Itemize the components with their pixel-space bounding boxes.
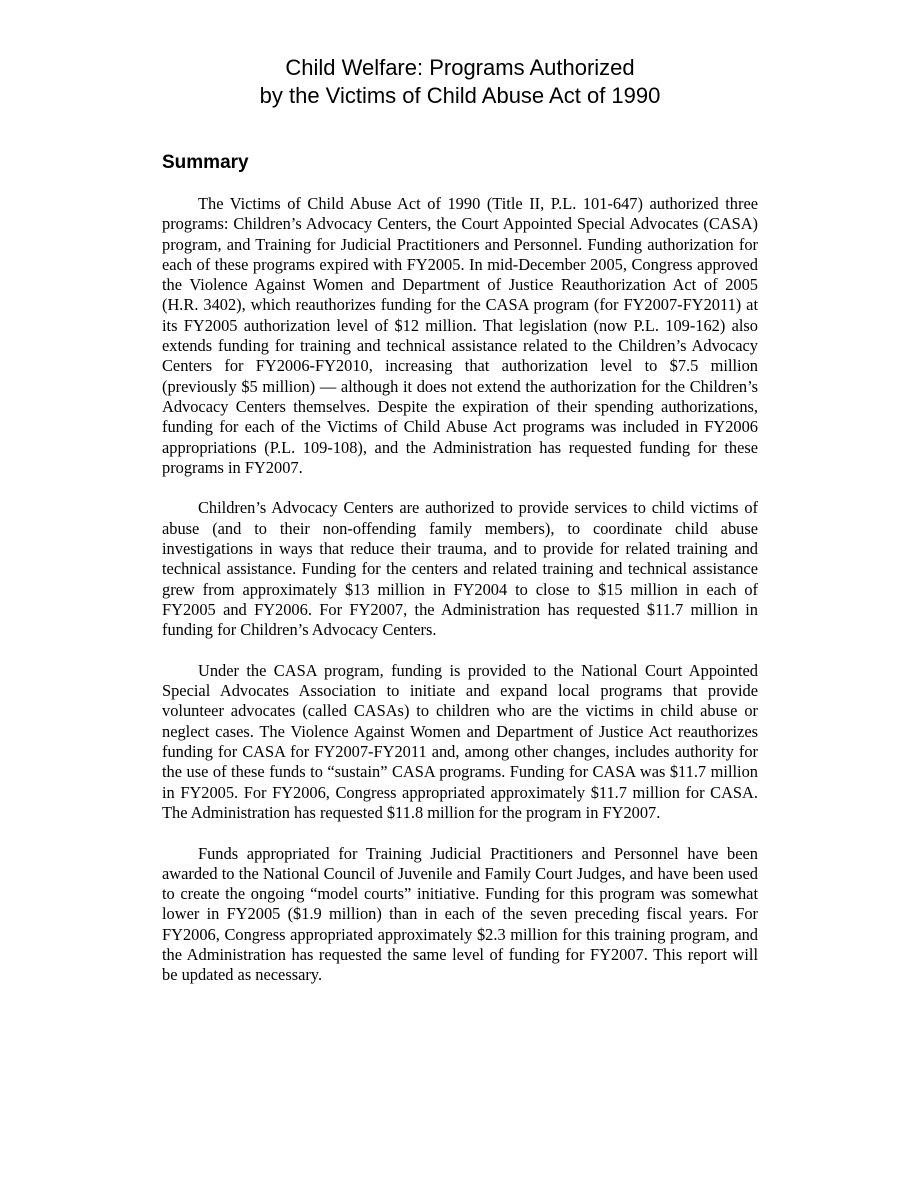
report-page [162, 54, 758, 1006]
summary-paragraph-training: Funds appropriated for Training Judicial Practitioners and Personnel have been awarded to the National Council of Juvenile and Family Court Judges, and have been used to create the ongoing “model courts” initiative. Funding for this program was somewhat lower in FY2005 ($1.9 million) than in each of the seven preceding fiscal years. For FY2006, Congress appropriated approximately $2.3 million for this training program, and the Administration has requested the same level of funding for FY2007. This report will be updated as necessary. [162, 843, 758, 985]
summary-paragraph-casa: Under the CASA program, funding is provided to the National Court Appointed Special Advocates Association to initiate and expand local programs that provide volunteer advocates (called CASAs) to children who are the victims in child abuse or neglect cases. The Violence Against Women and Department of Justice Act reauthorizes funding for CASA for FY2007-FY2011 and, among other changes, includes authority for the use of these funds to “sustain” CASA programs. Funding for CASA was $11.7 million in FY2005. For FY2006, Congress appropriated approximately $11.7 million for CASA. The Administration has requested $11.8 million for the program in FY2007. [162, 660, 758, 822]
report-title: Child Welfare: Programs Authorized by the Victims of Child Abuse Act of 1990 [259, 55, 661, 108]
summary-heading: Summary [162, 152, 249, 173]
summary-paragraph-advocacy-centers: Children’s Advocacy Centers are authorized to provide services to child victims of abuse (and to their non-offending family members), to coordinate child abuse investigations in ways that reduce their trauma, and to provide for related training and technical assistance. Funding for the centers and related training and technical assistance grew from approximately $13 million in FY2004 to close to $15 million in each of FY2005 and FY2006. For FY2007, the Administration has requested $11.7 million in funding for Children’s Advocacy Centers. [162, 498, 758, 640]
summary-paragraph-overview: The Victims of Child Abuse Act of 1990 (Title II, P.L. 101-647) authorized three programs: Children’s Advocacy Centers, the Court Appointed Special Advocates (CASA) program, and Training for Judicial Practitioners and Personnel. Funding authorization for each of these programs expired with FY2005. In mid-December 2005, Congress approved the Violence Against Women and Department of Justice Reauthorization Act of 2005 (H.R. 3402), which reauthorizes funding for the CASA program (for FY2007-FY2011) at its FY2005 authorization level of $12 million. That legislation (now P.L. 109-162) also extends funding for training and technical assistance related to the Children’s Advocacy Centers for FY2006-FY2010, increasing that authorization level to $7.5 million (previously $5 million) — although it does not extend the authorization for the Children’s Advocacy Centers themselves. Despite the expiration of their spending authorizations, funding for each of the Victims of Child Abuse Act programs was included in FY2006 appropriations (P.L. 109-108), and the Administration has requested funding for these programs in FY2007. [162, 194, 758, 477]
